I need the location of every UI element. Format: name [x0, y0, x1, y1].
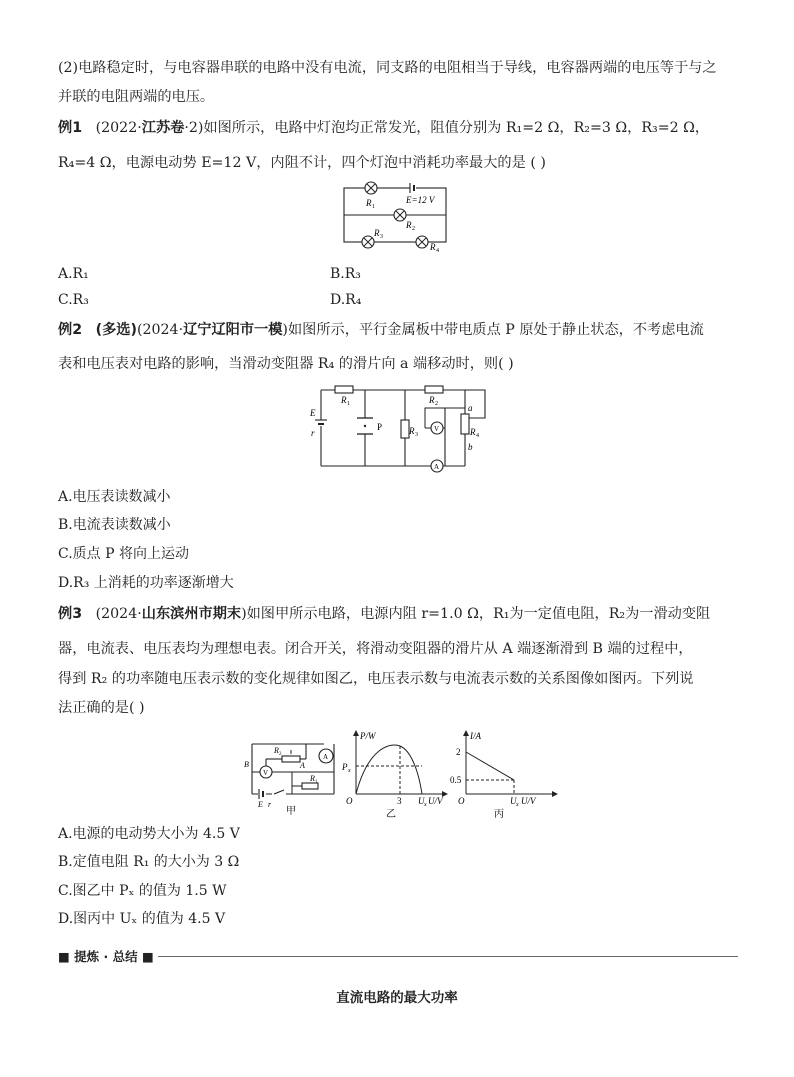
example-3-label: 例3: [58, 606, 83, 622]
example-3-option-c[interactable]: C.图乙中 Pₓ 的值为 1.5 W: [58, 883, 227, 899]
fig-yi-ux-sub: x: [424, 802, 427, 808]
resistor-r4: [461, 414, 469, 434]
resistor-r2-jia: [282, 756, 300, 762]
lamp-r1: [365, 182, 377, 194]
fig-jia-r1-label: R: [310, 774, 315, 783]
fig-jia-v-label: V: [263, 769, 269, 777]
fig-bing-ux: U: [510, 796, 517, 806]
fig-jia-caption: 甲: [286, 806, 296, 816]
example-2-option-c[interactable]: C.质点 P 将向上运动: [58, 546, 189, 562]
example-3-text: )如图甲所示电路，电源内阻 r=1.0 Ω，R₁为一定值电阻，R₂为一滑动变阻: [241, 606, 711, 622]
section-subheading: 直流电路的最大功率: [336, 990, 458, 1006]
fig-bing-y2: 2: [456, 747, 461, 757]
resistor-r1: [335, 386, 353, 393]
example-2-source: 辽宁辽阳市一模: [183, 322, 283, 338]
example-3-line-4: 法正确的是( ): [58, 700, 145, 716]
figure-jia-circuit: [244, 734, 344, 816]
example-2-line-1: [58, 320, 704, 340]
fig-yi-origin: O: [346, 796, 353, 806]
fig-yi-x3: 3: [397, 796, 402, 806]
fig1-r1-sub: 1: [372, 204, 375, 210]
fig-jia-r1-sub: 1: [315, 780, 318, 785]
example-1-text: ·2)如图所示，电路中灯泡均正常发光，阻值分别为: [184, 120, 502, 136]
example-2-text: )如图所示，平行金属板中带电质点 P 原处于静止状态，不考虑电流: [282, 322, 704, 338]
example-3-source: 山东滨州市期末: [141, 606, 242, 622]
example-1-option-a[interactable]: A.R₁: [58, 266, 89, 282]
fig1-emf-label: E=12 V: [406, 195, 435, 205]
fig2-r4-sub: 4: [476, 433, 479, 439]
example-1-line-2: R₄=4 Ω，电源电动势 E=12 V，内阻不计，四个灯泡中消耗功率最大的是 ( ): [58, 155, 546, 171]
example-2-label: 例2: [58, 322, 83, 338]
fig2-am-label: A: [434, 463, 440, 471]
fig1-r2-label: R: [406, 220, 412, 230]
summary-bar: [58, 947, 738, 967]
example-3-option-d[interactable]: D.图丙中 Uₓ 的值为 4.5 V: [58, 911, 226, 927]
fig2-r3-sub: 3: [415, 432, 418, 438]
fig-jia-r-label: r: [268, 800, 272, 809]
fig-bing-y05: 0.5: [450, 775, 462, 785]
example-2-line-2: 表和电压表对电路的影响，当滑动变阻器 R₄ 的滑片向 a 端移动时，则( ): [58, 356, 514, 372]
summary-divider: [148, 956, 738, 957]
example-3-option-a[interactable]: A.电源的电动势大小为 4.5 V: [58, 826, 240, 842]
example-3-option-b[interactable]: B.定值电阻 R₁ 的大小为 3 Ω: [58, 854, 240, 870]
lamp-r2: [394, 209, 406, 221]
example-1-label: 例1: [58, 120, 83, 136]
example-1-values: R₁=2 Ω，R₂=3 Ω，R₃=2 Ω，: [505, 120, 710, 136]
example-1-option-b[interactable]: B.R₃: [330, 266, 361, 282]
fig-jia-r2-sub: 2: [279, 752, 282, 757]
ui-line: [466, 752, 514, 780]
example-3-line-3: 得到 R₂ 的功率随电压表示数的变化规律如图乙，电压表示数与电流表示数的关系图像如图丙。下列说: [58, 671, 694, 687]
power-curve: [356, 745, 422, 794]
fig1-r2-sub: 2: [412, 226, 415, 232]
fig1-r4-sub: 4: [436, 248, 439, 252]
example-1-source: 江苏卷: [141, 120, 185, 136]
example-1-line-1: [58, 118, 709, 138]
fig-jia-e-label: E: [258, 800, 263, 809]
fig2-e-label: E: [310, 408, 316, 418]
fig-yi-ux: U: [418, 796, 425, 806]
example-2-source-open: (2024·: [136, 322, 184, 338]
intro-line-2: 并联的电阻两端的电压。: [58, 89, 215, 105]
fig2-r2-sub: 2: [435, 401, 438, 407]
fig2-r-label: r: [311, 428, 315, 438]
fig2-p-label: P: [377, 422, 383, 432]
example-2-tag: (多选): [95, 322, 137, 338]
fig1-r3-sub: 3: [380, 234, 383, 240]
resistor-r2: [425, 386, 443, 393]
fig-bing-ylabel: I/A: [470, 731, 481, 741]
fig2-r1-label: R: [341, 395, 347, 405]
example-3-line-2: 器，电流表、电压表均为理想电表。闭合开关，将滑动变阻器的滑片从 A 端逐渐滑到 B 端的过程中，: [58, 641, 693, 657]
lamp-r3: [362, 236, 374, 248]
example-3-line-1: [58, 604, 710, 624]
example-2-circuit: [305, 380, 495, 478]
fig-yi-xunit: U/V: [428, 796, 443, 806]
fig2-v-label: V: [434, 425, 440, 433]
battery: [410, 183, 416, 193]
fig1-r3-label: R: [374, 228, 380, 238]
figure-yi-graph: [340, 728, 450, 820]
fig2-r3-label: R: [409, 426, 415, 436]
lamp-r4: [416, 236, 428, 248]
fig2-r1-sub: 1: [347, 401, 350, 407]
fig1-r4-label: R: [430, 242, 436, 252]
fig-jia-a-label: A: [300, 761, 305, 770]
fig-yi-caption: 乙: [386, 809, 396, 820]
fig1-r1-label: R: [366, 198, 372, 208]
example-2-option-a[interactable]: A.电压表读数减小: [58, 489, 171, 505]
example-3-source-open: (2024·: [95, 606, 142, 622]
fig-bing-caption: 丙: [494, 809, 504, 820]
example-1-source-open: (2022·: [95, 120, 142, 136]
fig-yi-px-sub: x: [348, 768, 351, 774]
figure-bing-graph: [450, 728, 560, 820]
fig2-r4-label: R: [470, 427, 476, 437]
fig-yi-px-label: P: [342, 762, 348, 772]
fig-bing-ux-sub: x: [516, 802, 519, 808]
fig-bing-origin: O: [458, 796, 465, 806]
fig2-b-label: b: [468, 442, 473, 452]
example-1-circuit: [338, 178, 450, 252]
fig-yi-ylabel: P/W: [360, 731, 376, 741]
resistor-r3: [401, 420, 409, 438]
particle-p: [364, 425, 366, 427]
example-1-option-c[interactable]: C.R₃: [58, 292, 89, 308]
fig-jia-am-label: A: [323, 753, 329, 761]
example-1-option-d[interactable]: D.R₄: [330, 292, 362, 308]
example-2-option-b[interactable]: B.电流表读数减小: [58, 517, 171, 533]
fig2-a-label: a: [468, 403, 473, 413]
example-2-option-d[interactable]: D.R₃ 上消耗的功率逐渐增大: [58, 575, 234, 591]
fig-jia-r2-label: R: [274, 746, 279, 755]
intro-line-1: (2)电路稳定时，与电容器串联的电路中没有电流，同支路的电阻相当于导线，电容器两端的电压等于与之: [58, 60, 717, 76]
fig2-r2-label: R: [429, 395, 435, 405]
fig-bing-xunit: U/V: [521, 796, 536, 806]
summary-title: ■ 提炼 · 总结 ■: [58, 947, 158, 965]
fig-jia-b-label: B: [244, 760, 249, 769]
